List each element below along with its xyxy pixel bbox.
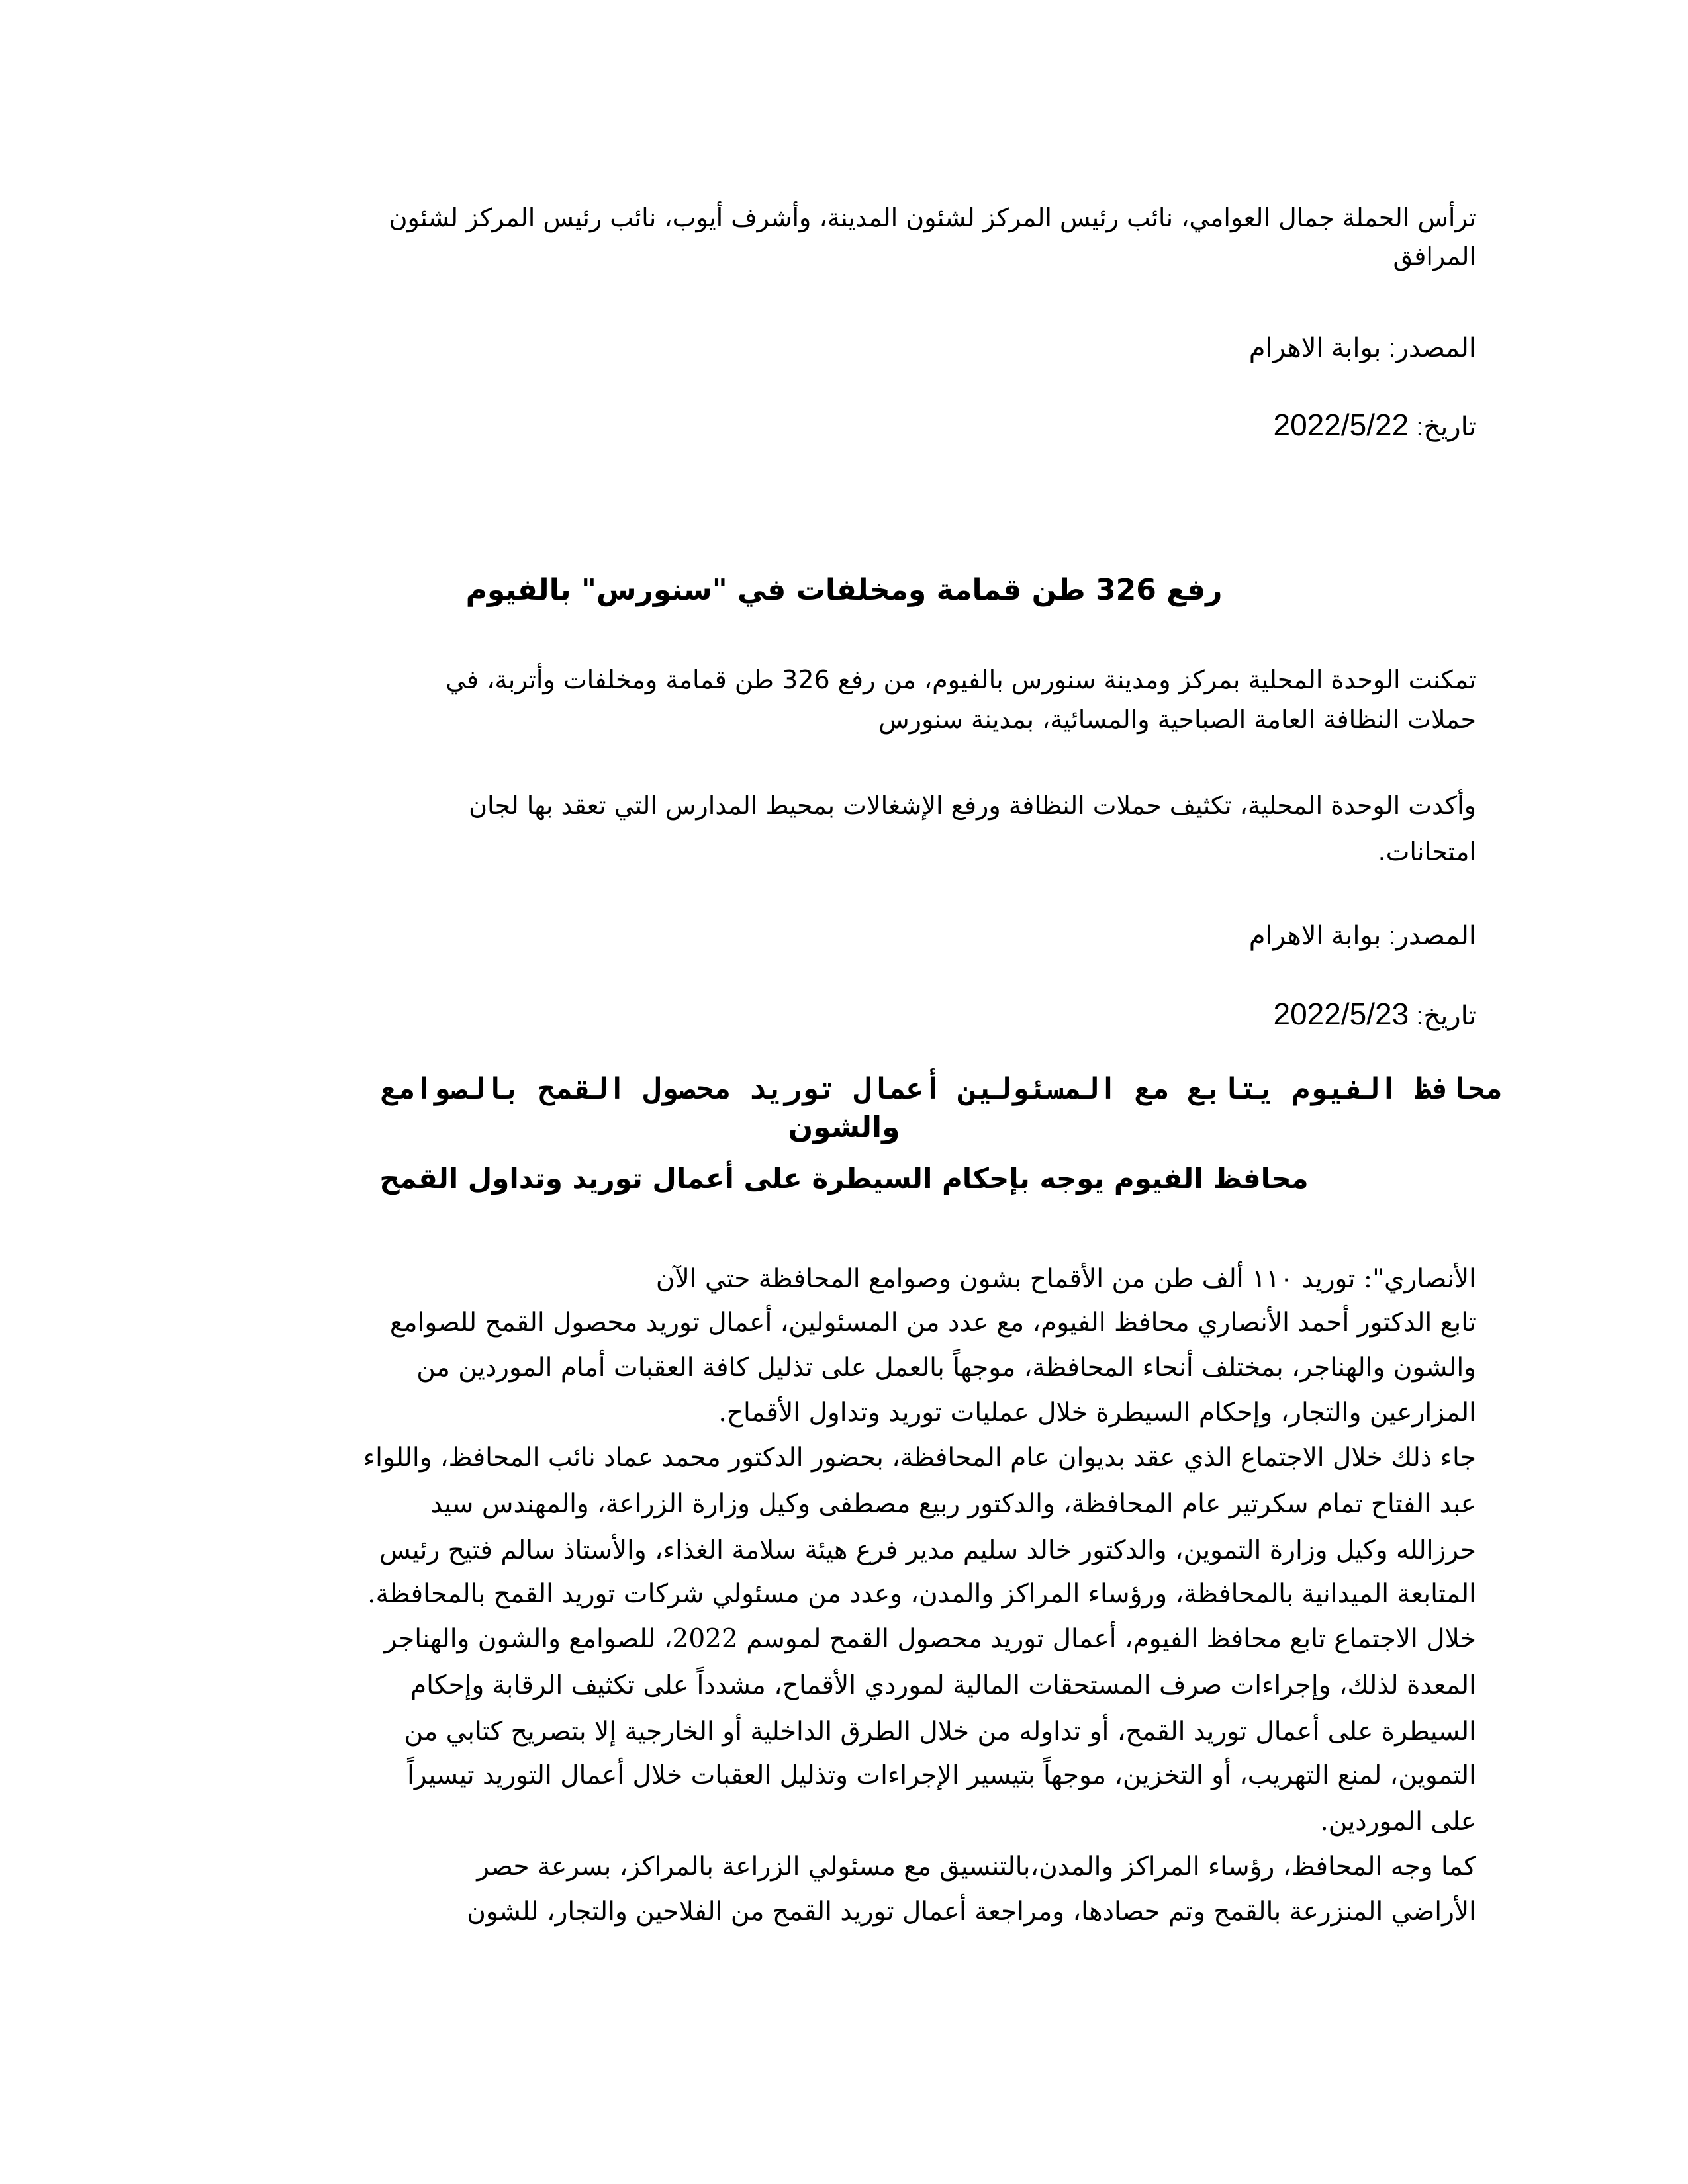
date-line-2 [1274,997,1476,1033]
article-line: السيطرة على أعمال توريد القمح، أو تداوله من خلال الطرق الداخلية أو الخارجية إلا بتصريح كتابي من [404,1717,1476,1747]
source-line-2: المصدر: بوابة الاهرام [1248,921,1476,950]
article-line: جاء ذلك خلال الاجتماع الذي عقد بديوان عام المحافظة، بحضور الدكتور محمد عماد نائب المحافظ، واللواء [363,1443,1476,1473]
date-line [1274,408,1476,444]
date-label: تاريخ: [1416,412,1476,441]
article-line: تابع الدكتور أحمد الأنصاري محافظ الفيوم، مع عدد من المسئولين، أعمال توريد محصول القمح للصوامع [389,1308,1476,1338]
article-line: الأنصاري": توريد ١١٠ ألف طن من الأقماح بشون وصوامع المحافظة حتي الآن [655,1264,1476,1294]
article-line: عبد الفتاح تمام سكرتير عام المحافظة، والدكتور ربيع مصطفى وكيل وزارة الزراعة، والمهندس سيد [430,1489,1476,1519]
date-label-2: تاريخ: [1416,1001,1476,1030]
article-line: خلال الاجتماع تابع محافظ الفيوم، أعمال توريد محصول القمح لموسم 2022، للصوامع والشون والهناجر [384,1624,1476,1654]
sinnuris-para1-line1: تمكنت الوحدة المحلية بمركز ومدينة سنورس بالفيوم، من رفع 326 طن قمامة ومخلفات وأتربة، في [445,665,1476,694]
sinnuris-para2-line1: وأكدت الوحدة المحلية، تكثيف حملات النظافة ورفع الإشغالات بمحيط المدارس التي تعقد بها لجان [469,791,1476,820]
article-line: والشون والهناجر، بمختلف أنحاء المحافظة، موجهاً بالعمل على تذليل كافة العقبات أمام الموردين من [416,1353,1476,1383]
subheadline-wheat: محافظ الفيوم يوجه بإحكام السيطرة على أعمال توريد وتداول القمح [379,1162,1309,1195]
article-line: المعدة لذلك، وإجراءات صرف المستحقات المالية لموردي الأقماح، مشدداً على تكثيف الرقابة وإحكام [410,1670,1476,1700]
article-line: المتابعة الميدانية بالمحافظة، ورؤساء المراكز والمدن، وعدد من مسئولي شركات توريد القمح بالمحافظة. [367,1579,1476,1609]
source-line: المصدر: بوابة الاهرام [1248,334,1476,363]
date-value: 2022/5/22 [1273,408,1409,442]
article-line: التموين، لمنع التهريب، أو التخزين، موجهاً بتيسير الإجراءات وتذليل العقبات خلال أعمال التوريد تيسيراً [407,1760,1476,1790]
headline-wheat-line1: محافظ الفيوم يتابع مع المسئولين أعمال توريد محصول القمح بالصوامع [380,1072,1503,1106]
headline-wheat-line2: والشون [788,1111,900,1144]
intro-line-2: المرافق [1393,242,1476,271]
date-value-2: 2022/5/23 [1273,997,1409,1031]
article-line: على الموردين. [1320,1807,1476,1837]
article-line: الأراضي المنزرعة بالقمح وتم حصادها، ومراجعة أعمال توريد القمح من الفلاحين والتجار، للشون [467,1897,1476,1927]
article-line: كما وجه المحافظ، رؤساء المراكز والمدن،بالتنسيق مع مسئولي الزراعة بالمراكز، بسرعة حصر [477,1852,1476,1882]
sinnuris-para2-line2: امتحانات. [1378,837,1476,866]
headline-sinnuris: رفع 326 طن قمامة ومخلفات في "سنورس" بالفيوم [465,573,1223,607]
sinnuris-para1-line2: حملات النظافة العامة الصباحية والمسائية، بمدينة سنورس [878,705,1476,734]
article-line: المزارعين والتجار، وإحكام السيطرة خلال عمليات توريد وتداول الأقماح. [718,1398,1476,1428]
article-line: حرزالله وكيل وزارة التموين، والدكتور خالد سليم مدير فرع هيئة سلامة الغذاء، والأستاذ سالم فتيح رئيس [379,1535,1476,1565]
intro-line-1: ترأس الحملة جمال العوامي، نائب رئيس المركز لشئون المدينة، وأشرف أيوب، نائب رئيس المركز لشئون [389,203,1476,232]
